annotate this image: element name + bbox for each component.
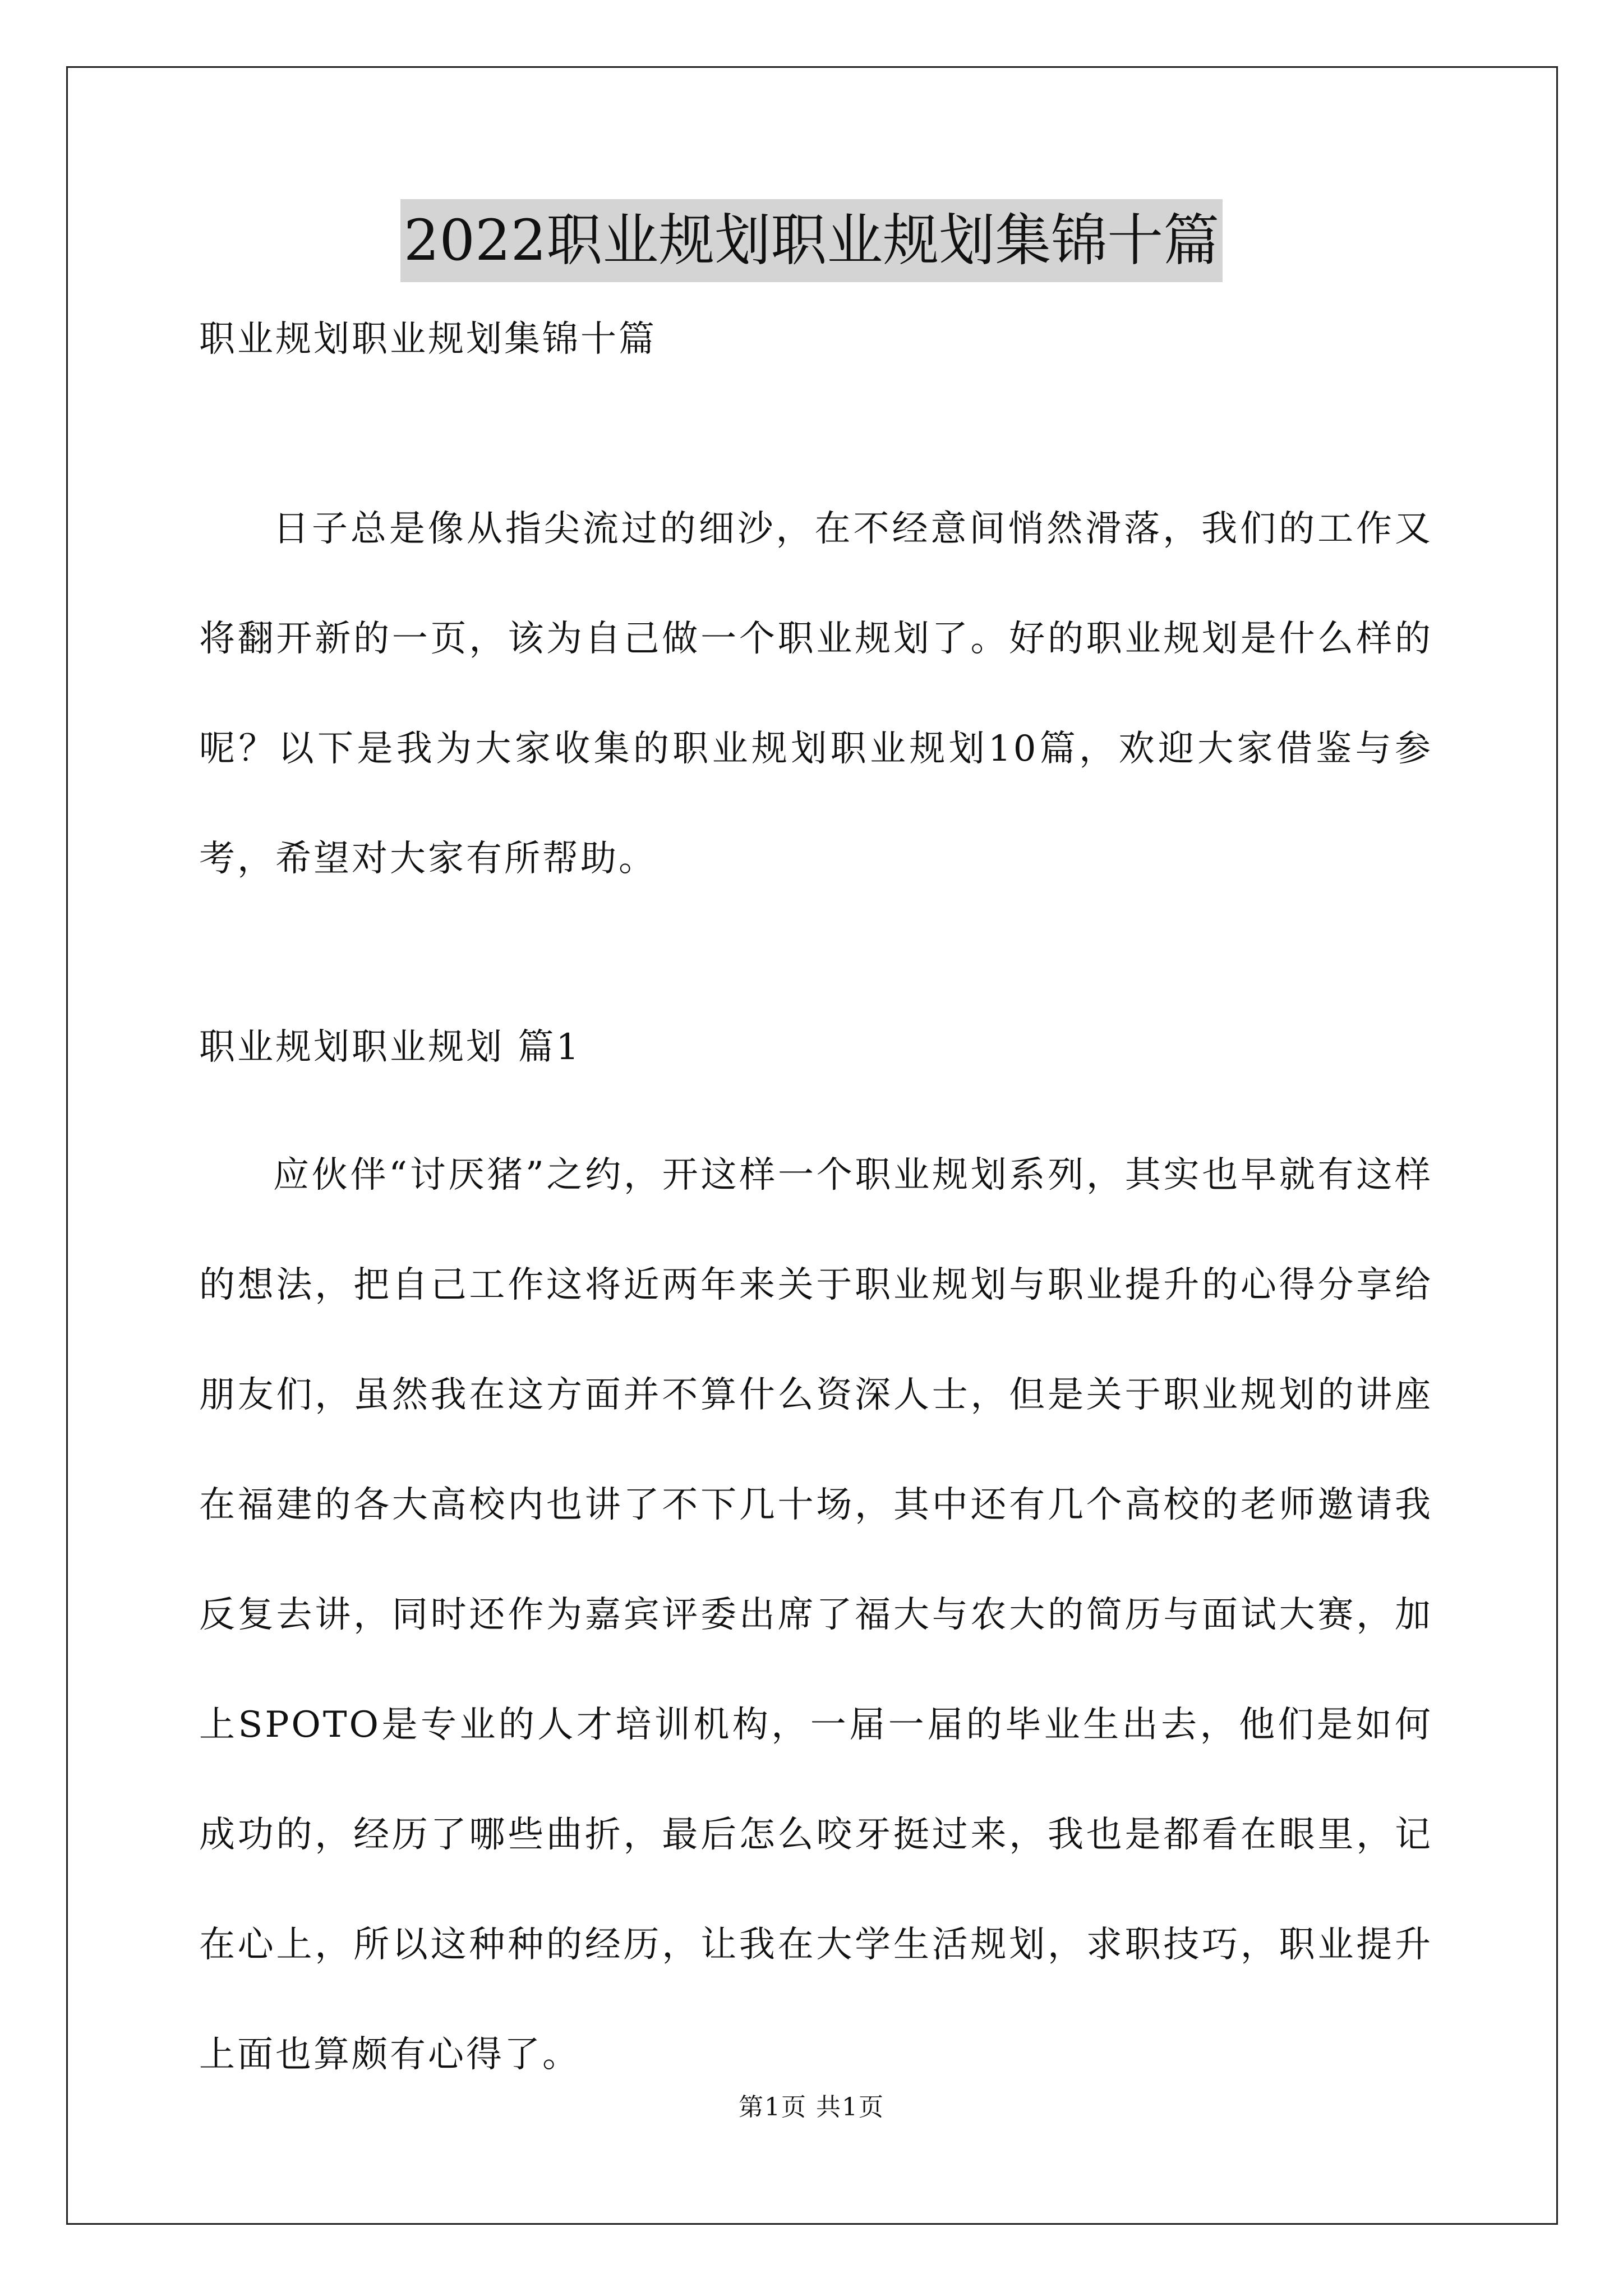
section-paragraph: 应伙伴“讨厌猪”之约，开这样一个职业规划系列，其实也早就有这样的想法，把自己工作这将近两年来关于职业规划与职业提升的心得分享给朋友们，虽然我在这方面并不算什么资深人士，但是关于职业规划的讲座在福建的各大高校内也讲了不下几十场，其中还有几个高校的老师邀请我反复去讲，同时还作为嘉宾评委出席了福大与农大的简历与面试大赛，加上SPOTO是专业的人才培训机构，一届一届的毕业生出去，他们是如何成功的，经历了哪些曲折，最后怎么咬牙挺过来，我也是都看在眼里，记在心上，所以这种种的经历，让我在大学生活规划，求职技巧，职业提升上面也算颇有心得了。 <box>199 1154 1433 2076</box>
intro-paragraph: 日子总是像从指尖流过的细沙，在不经意间悄然滑落，我们的工作又将翻开新的一页，该为自己做一个职业规划了。好的职业规划是什么样的呢？以下是我为大家收集的职业规划职业规划10篇，欢迎大家借鉴与参考，希望对大家有所帮助。 <box>199 508 1433 880</box>
document-subtitle: 职业规划职业规划集锦十篇 <box>199 319 657 360</box>
spacer <box>199 914 1433 1014</box>
page-footer: 第1页 共1页 <box>739 2093 884 2122</box>
title-container <box>0 199 1623 282</box>
document-title: 2022职业规划职业规划集锦十篇 <box>400 199 1223 282</box>
section-heading: 职业规划职业规划 篇1 <box>199 1027 582 1068</box>
document-body <box>199 306 1433 2110</box>
